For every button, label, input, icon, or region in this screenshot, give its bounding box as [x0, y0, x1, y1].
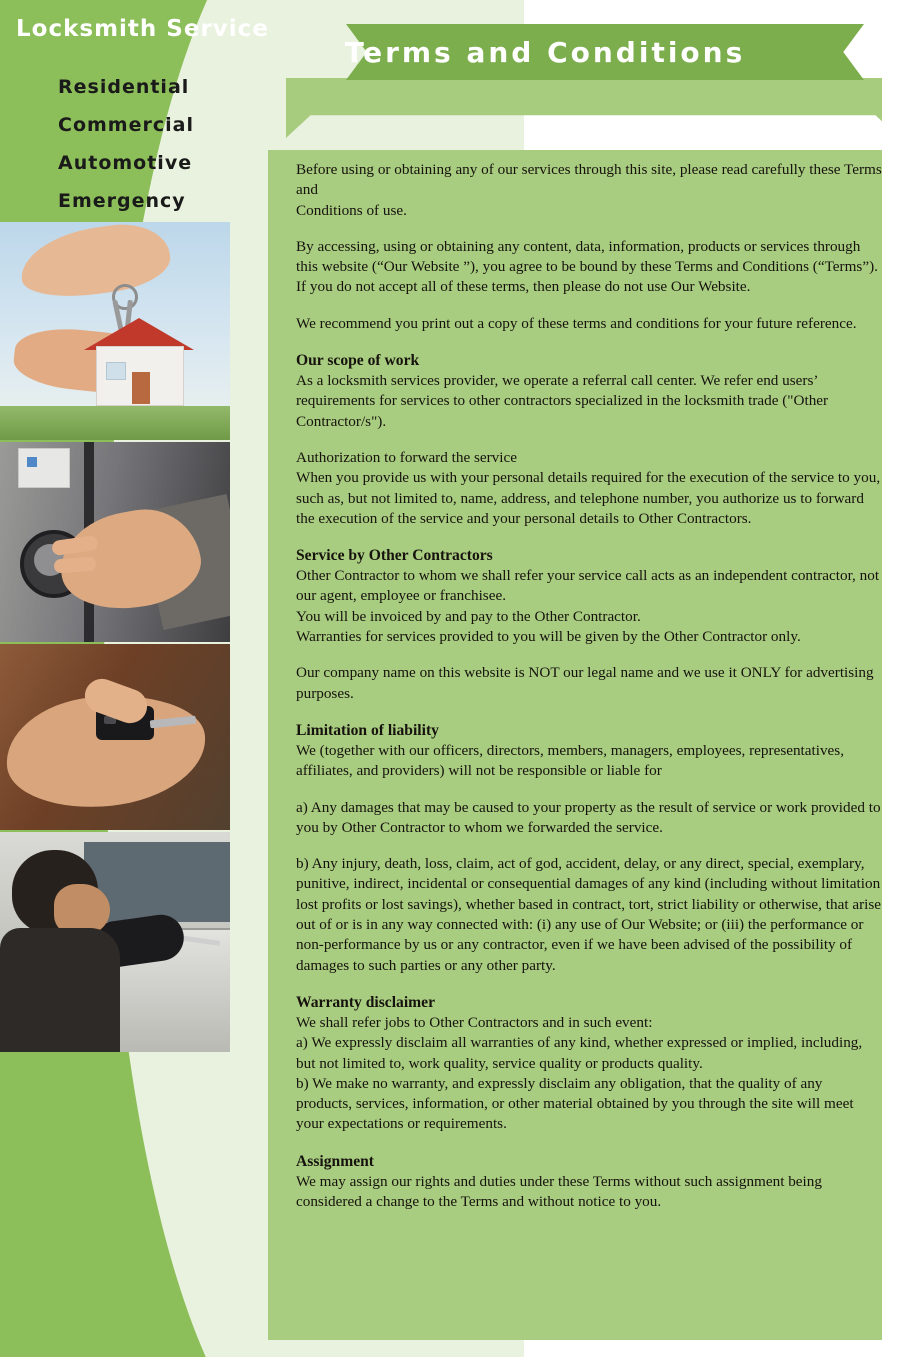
print-paragraph: We recommend you print out a copy of these terms and conditions for your future reference.: [296, 314, 857, 332]
service-item-commercial: Commercial: [58, 114, 194, 136]
photo2-keypad-plate: [18, 448, 70, 488]
photo2-finger-two: [54, 557, 97, 574]
car-key-remote-photo: [0, 644, 230, 830]
liability-item-b: b) Any injury, death, loss, claim, act of god, accident, delay, or any direct, special, exemplary, punitive, indirect, incidental or consequential damages of any kind (including without limitation lost profits or lost savings), whether based in contract, tort, strict liability or otherwise, that arise out of or is in any way connected with: (i) any use of Our Website; or (iii) the performance or non-performance by us or any contractor, even if we have been advised of the possibility of damages to such parties or any other party.: [296, 855, 882, 974]
photo4-technician-body: [0, 928, 120, 1052]
car-door-unlocking-photo: [0, 832, 230, 1052]
intro-line-2: Conditions of use.: [296, 201, 407, 219]
service-by-others-line-1: Other Contractor to whom we shall refer your service call acts as an independent contractor, not our agent, employee or franchisee.: [296, 567, 880, 605]
photo2-keypad-light: [27, 457, 37, 467]
assignment-body: We may assign our rights and duties under these Terms without such assignment being considered a change to the Terms and without notice to you.: [296, 1172, 822, 1210]
assignment-block: [296, 1151, 882, 1213]
scope-body: As a locksmith services provider, we operate a referral call center. We refer end users’ requirements for services to other contractors specialized in the locksmith trade ("Other Contractor/s").: [296, 372, 829, 430]
liability-body: We (together with our officers, directors, members, managers, employees, representatives, affiliates, and providers) will not be responsible or liable for: [296, 741, 845, 780]
service-by-others-line-2: You will be invoiced by and pay to the Other Contractor.: [296, 607, 641, 625]
service-by-others-block: [296, 545, 882, 647]
service-item-residential: Residential: [58, 76, 190, 98]
header-ribbon: [286, 24, 900, 80]
hand-giving-house-keys-photo: [0, 222, 230, 440]
liability-heading: Limitation of liability: [296, 721, 439, 739]
warranty-block: [296, 992, 882, 1135]
legal-name-note: Our company name on this website is NOT our legal name and we use it ONLY for advertising purposes.: [296, 664, 874, 702]
accessing-paragraph: By accessing, using or obtaining any content, data, information, products or services through this website (“Our Website ”), you agree to be bound by these Terms and Conditions (“Terms”). If you do not accept all of these terms, then please do not use Our Website.: [296, 237, 878, 296]
service-by-others-line-3: Warranties for services provided to you will be given by the Other Contractor only.: [296, 628, 801, 646]
right-margin-fill: [882, 0, 900, 1357]
authorization-body: When you provide us with your personal details required for the execution of the service to you, such as, but not limited to, name, address, and telephone number, you authorize us to forward the execution of the service and your personal details to Other Contractors.: [296, 469, 881, 527]
photo1-house-door: [132, 372, 150, 404]
warranty-heading: Warranty disclaimer: [296, 993, 436, 1011]
scope-block: [296, 350, 882, 432]
liability-item-a: a) Any damages that may be caused to your property as the result of service or work provided to you by Other Contractor to whom we forwarded the service.: [296, 798, 881, 836]
warranty-item-b: b) We make no warranty, and expressly disclaim any obligation, that the quality of any products, services, information, or other material obtained by you through the site will meet your expectations or requirements.: [296, 1074, 854, 1133]
warranty-item-a: a) We expressly disclaim all warranties of any kind, whether expressed or implied, including, but not limited to, work quality, service quality or products quality.: [296, 1034, 863, 1072]
service-item-automotive: Automotive: [58, 152, 193, 174]
intro-block: [296, 160, 882, 221]
service-by-others-heading: Service by Other Contractors: [296, 547, 493, 565]
photo1-grass: [0, 406, 230, 440]
authorization-block: [296, 448, 882, 529]
authorization-heading: Authorization to forward the service: [296, 448, 517, 466]
brand-title: Locksmith Service: [16, 16, 269, 42]
service-item-emergency: Emergency: [58, 190, 186, 212]
intro-line-1: Before using or obtaining any of our services through this site, please read carefully these Terms and: [296, 161, 882, 199]
page-title: Terms and Conditions: [344, 35, 746, 69]
terms-body: [296, 160, 896, 1340]
warranty-lead: We shall refer jobs to Other Contractors and in such event:: [296, 1013, 653, 1031]
liability-block: [296, 720, 882, 782]
photo1-house-window: [106, 362, 126, 380]
assignment-heading: Assignment: [296, 1152, 374, 1170]
scope-heading: Our scope of work: [296, 352, 420, 370]
service-list: [58, 68, 194, 220]
door-lock-installation-photo: [0, 442, 230, 642]
